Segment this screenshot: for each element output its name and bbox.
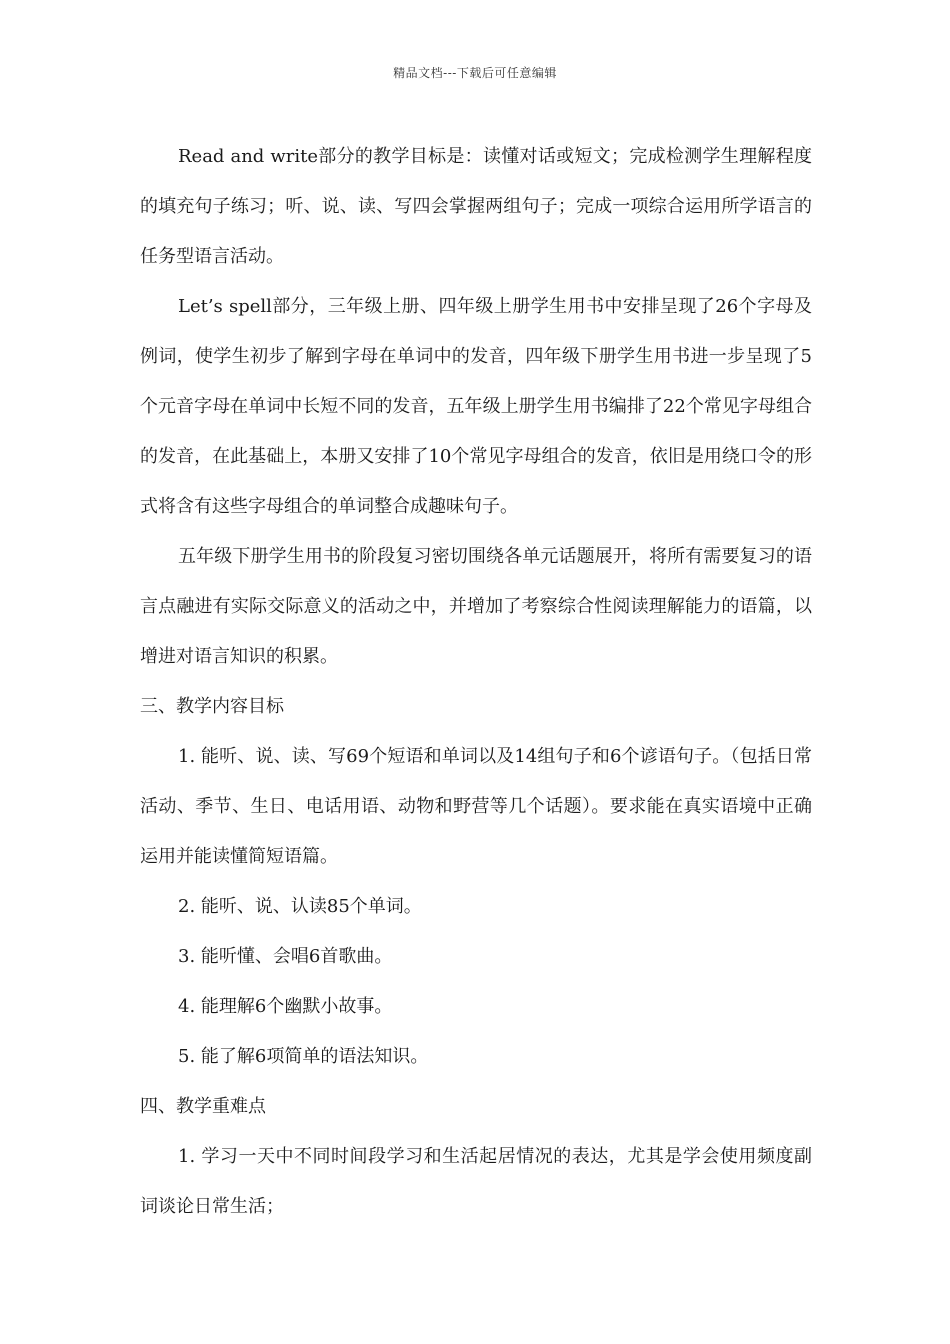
list-item-goal-1: 1. 能听、说、读、写69个短语和单词以及14组句子和6个谚语句子。（包括日常活动、季节、生日、电话用语、动物和野营等几个话题）。要求能在真实语境中正确运用并能读懂简短语篇。 bbox=[140, 746, 812, 867]
paragraph-lets-spell: Let’s spell部分，三年级上册、四年级上册学生用书中安排呈现了26个字母及例词，使学生初步了解到字母在单词中的发音，四年级下册学生用书进一步呈现了5个元音字母在单词中长短不同的发音，五年级上册学生用书编排了22个常见字母组合的发音，在此基础上，本册又安排了10个常见字母组合的发音，依旧是用绕口令的形式将含有这些字母组合的单词整合成趣味句子。 bbox=[140, 296, 812, 517]
page-header: 精品文档---下载后可任意编辑 bbox=[393, 66, 557, 80]
paragraph-review: 五年级下册学生用书的阶段复习密切围绕各单元话题展开，将所有需要复习的语言点融进有实际交际意义的活动之中，并增加了考察综合性阅读理解能力的语篇，以增进对语言知识的积累。 bbox=[140, 546, 812, 667]
list-item-goal-4: 4. 能理解6个幽默小故事。 bbox=[178, 996, 393, 1017]
document-body bbox=[140, 132, 812, 1232]
list-item-goal-3: 3. 能听懂、会唱6首歌曲。 bbox=[178, 946, 393, 967]
list-item-goal-5: 5. 能了解6项简单的语法知识。 bbox=[178, 1046, 429, 1067]
list-item-key-point-1: 1. 学习一天中不同时间段学习和生活起居情况的表达，尤其是学会使用频度副词谈论日常生活； bbox=[140, 1146, 812, 1217]
paragraph-read-and-write: Read and write部分的教学目标是：读懂对话或短文；完成检测学生理解程度的填充句子练习；听、说、读、写四会掌握两组句子；完成一项综合运用所学语言的任务型语言活动。 bbox=[140, 146, 812, 267]
section-heading-key-points: 四、教学重难点 bbox=[140, 1096, 266, 1117]
list-item-goal-2: 2. 能听、说、认读85个单词。 bbox=[178, 896, 422, 917]
section-heading-content-goals: 三、教学内容目标 bbox=[140, 696, 284, 717]
